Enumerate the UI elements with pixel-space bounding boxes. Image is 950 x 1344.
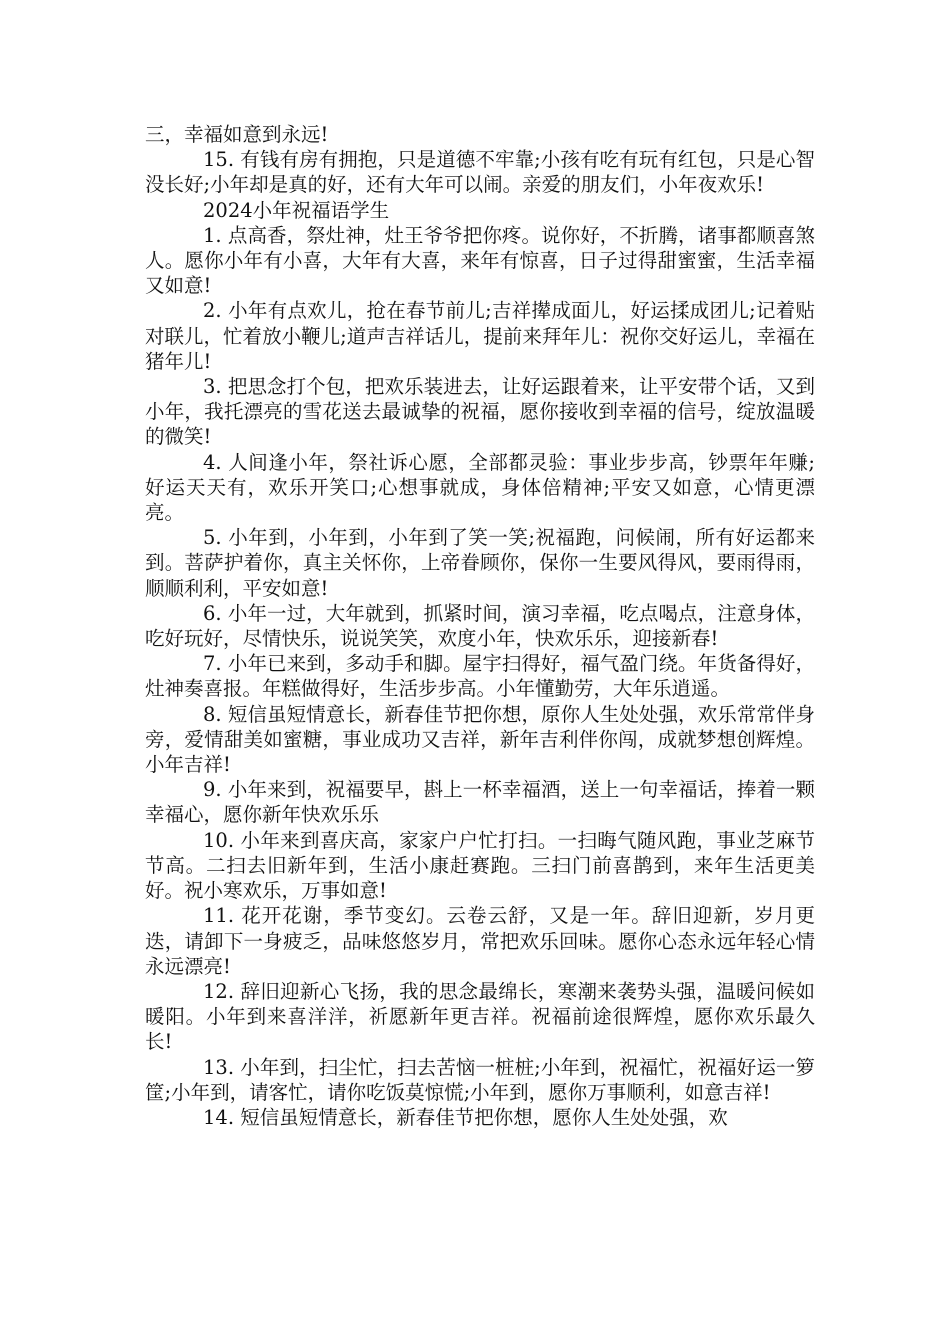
- paragraph-8: 6. 小年一过，大年就到，抓紧时间，演习幸福，吃点喝点，注意身体，吃好玩好，尽情快乐，说说笑笑，欢度小年，快欢乐乐，迎接新春!: [145, 601, 815, 651]
- paragraph-7: 5. 小年到，小年到，小年到了笑一笑;祝福跑，问候闹，所有好运都来到。菩萨护着你，真主关怀你，上帝眷顾你，保你一生要风得风，要雨得雨，顺顺利利，平安如意!: [145, 526, 815, 600]
- paragraph-6: 4. 人间逢小年，祭社诉心愿，全部都灵验：事业步步高，钞票年年赚;好运天天有，欢乐开笑口;心想事就成，身体倍精神;平安又如意，心情更漂亮。: [145, 450, 815, 525]
- paragraph-10: 8. 短信虽短情意长，新春佳节把你想，原你人生处处强，欢乐常常伴身旁，爱情甜美如蜜糖，事业成功又吉祥，新年吉利伴你闯，成就梦想创辉煌。小年吉祥!: [145, 702, 815, 777]
- paragraph-12: 10. 小年来到喜庆高，家家户户忙打扫。一扫晦气随风跑，事业芝麻节节高。二扫去旧新年到，生活小康赶赛跑。三扫门前喜鹊到，来年生活更美好。祝小寒欢乐，万事如意!: [145, 828, 815, 903]
- paragraph-14: 12. 辞旧迎新心飞扬，我的思念最绵长，寒潮来袭势头强，温暖问候如暖阳。小年到来喜洋洋，祈愿新年更吉祥。祝福前途很辉煌，愿你欢乐最久长!: [145, 979, 815, 1054]
- paragraph-15: 13. 小年到，扫尘忙，扫去苦恼一桩桩;小年到，祝福忙，祝福好运一箩筐;小年到，请客忙，请你吃饭莫惊慌;小年到，愿你万事顺利，如意吉祥!: [145, 1055, 815, 1104]
- section-heading: 2024小年祝福语学生: [203, 198, 390, 222]
- document-page: [145, 122, 815, 1130]
- paragraph-13: 11. 花开花谢，季节变幻。云卷云舒，又是一年。辞旧迎新，岁月更迭，请卸下一身疲乏，品味悠悠岁月，常把欢乐回味。愿你心态永远年轻心情永远漂亮!: [145, 904, 815, 978]
- paragraph-3: 1. 点高香，祭灶神，灶王爷爷把你疼。说你好，不折腾，诸事都顺喜煞人。愿你小年有小喜，大年有大喜，来年有惊喜，日子过得甜蜜蜜，生活幸福又如意!: [145, 223, 815, 298]
- paragraph-16: 14. 短信虽短情意长，新春佳节把你想，愿你人生处处强，欢: [203, 1105, 728, 1129]
- paragraph-4: 2. 小年有点欢儿，抢在春节前儿;吉祥撵成面儿，好运揉成团儿;记着贴对联儿，忙着放小鞭儿;道声吉祥话儿，提前来拜年儿：祝你交好运儿，幸福在猪年儿!: [145, 299, 815, 373]
- paragraph-5: 3. 把思念打个包，把欢乐装进去，让好运跟着来，让平安带个话，又到小年，我托漂亮的雪花送去最诚挚的祝福，愿你接收到幸福的信号，绽放温暖的微笑!: [145, 375, 815, 449]
- paragraph-11: 9. 小年来到，祝福要早，斟上一杯幸福酒，送上一句幸福话，捧着一颗幸福心，愿你新年快欢乐乐: [145, 778, 815, 827]
- paragraph-9: 7. 小年已来到，多动手和脚。屋宇扫得好，福气盈门绕。年货备得好，灶神奏喜报。年糕做得好，生活步步高。小年懂勤劳，大年乐逍遥。: [145, 652, 815, 701]
- paragraph-1: 15. 有钱有房有拥抱，只是道德不牢靠;小孩有吃有玩有红包，只是心智没长好;小年却是真的好，还有大年可以闹。亲爱的朋友们，小年夜欢乐!: [145, 148, 815, 197]
- paragraph-0: 三，幸福如意到永远!: [145, 123, 329, 146]
